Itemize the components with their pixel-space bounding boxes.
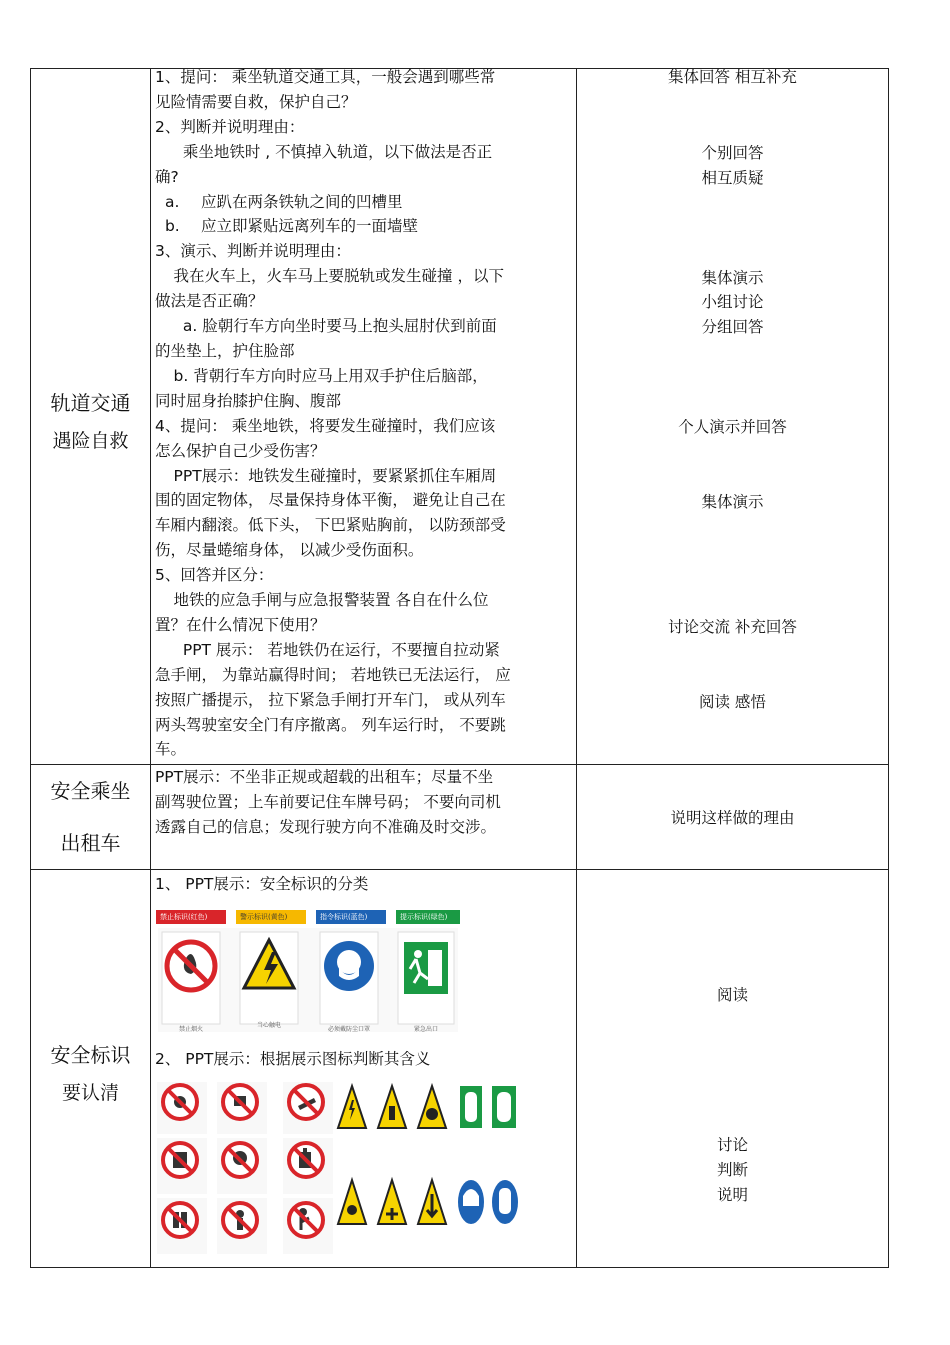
caption-electric-shock: 当心触电 xyxy=(256,1022,281,1029)
text-line: 1、 PPT展示：安全标识的分类 xyxy=(154,875,369,893)
topic-cell xyxy=(31,765,151,870)
prohibition-sign-icon xyxy=(157,1198,207,1254)
text-line: 围的固定物体， 尽量保持身体平衡， 避免让自己在 xyxy=(154,491,506,510)
content-cell xyxy=(150,765,576,870)
prohibition-signs xyxy=(157,1082,333,1254)
prohibition-sign-icon xyxy=(157,1082,207,1134)
response-text: 分组回答 xyxy=(701,318,764,336)
response-text: 判断 xyxy=(716,1161,748,1179)
response-cell xyxy=(576,69,888,765)
response-text: 个人演示并回答 xyxy=(678,418,787,436)
text-line: 地铁的应急手闸与应急报警装置 各自在什么位 xyxy=(173,591,489,610)
text-line: 1、提问： 乘坐轨道交通工具，一般会遇到哪些常 xyxy=(154,68,496,86)
list-marker: b. xyxy=(164,217,180,236)
content-text xyxy=(151,870,576,1266)
topic-line2: 遇险自救 xyxy=(52,430,129,452)
response-text: 相互质疑 xyxy=(701,169,764,187)
mandatory-sign-icon xyxy=(458,1180,484,1224)
response-text: 个别回答 xyxy=(701,144,764,162)
text-line: 车。 xyxy=(154,740,186,759)
text-line: 按照广播提示， 拉下紧急手闸打开车门， 或从列车 xyxy=(154,690,506,709)
content-text xyxy=(151,65,576,762)
topic-line1: 安全乘坐 xyxy=(50,779,131,803)
text-line: 见险情需要自救，保护自己？ xyxy=(154,92,357,111)
sign-grid-image xyxy=(153,1078,521,1258)
response-text: 集体演示 xyxy=(701,269,764,287)
response-text: 集体回答 相互补充 xyxy=(667,68,797,86)
text-line: 的坐垫上，护住脸部 xyxy=(154,341,295,360)
response-text: 说明 xyxy=(716,1186,748,1204)
caption-no-fire: 禁止烟火 xyxy=(178,1026,203,1033)
text-line: 副驾驶位置；上车前要记住车牌号码； 不要向司机 xyxy=(154,792,501,811)
list-text: 应趴在两条铁轨之间的凹槽里 xyxy=(200,192,403,211)
response-text: 阅读 感悟 xyxy=(698,693,766,711)
emergency-exit-icon xyxy=(398,932,454,1024)
text-line: 车厢内翻滚。低下头， 下巴紧贴胸前， 以防颈部受 xyxy=(154,516,506,535)
text-line: PPT展示：地铁发生碰撞时，要紧紧抓住车厢周 xyxy=(173,466,497,485)
text-line: 怎么保护自己少受伤害？ xyxy=(154,441,326,460)
text-line: 4、提问： 乘坐地铁，将要发生碰撞时，我们应该 xyxy=(154,416,496,435)
list-item-b xyxy=(155,214,568,239)
response-text: 说明这样做的理由 xyxy=(670,809,795,827)
text-line: 两头驾驶室安全门有序撤离。 列车运行时， 不要跳 xyxy=(154,715,506,734)
prohibition-sign-icon xyxy=(157,1138,207,1194)
text-line: 3、演示、判断并说明理由： xyxy=(154,242,351,261)
topic-line1: 轨道交通 xyxy=(50,391,131,415)
caption-emergency-exit: 紧急出口 xyxy=(413,1026,438,1033)
sign-category-icons xyxy=(158,928,458,1032)
list-text: 应立即紧贴远离列车的一面墙壁 xyxy=(200,217,418,236)
text-line: 伤，尽量蜷缩身体， 以减少受伤面积。 xyxy=(154,541,424,560)
text-line: 乘坐地铁时 , 不慎掉入轨道，以下做法是否正 xyxy=(182,142,493,161)
topic-cell xyxy=(31,870,151,1268)
text-line: 同时屈身抬膝护住胸、腹部 xyxy=(154,391,341,410)
text-line: 置？在什么情况下使用？ xyxy=(154,615,326,634)
content-text xyxy=(151,765,576,840)
caption-dust-mask: 必须戴防尘口罩 xyxy=(327,1026,370,1033)
sign-categories-image xyxy=(154,902,464,1032)
prohibition-sign-icon xyxy=(283,1082,333,1134)
prohibition-sign-icon xyxy=(283,1198,333,1254)
text-line: 做法是否正确？ xyxy=(154,292,264,311)
category-header-warning: 警示标识(黄色) xyxy=(236,910,306,924)
response-text: 小组讨论 xyxy=(701,293,764,311)
category-header-mandatory: 指令标识(蓝色) xyxy=(316,910,386,924)
row-rail-transit xyxy=(31,69,889,765)
dust-mask-icon xyxy=(320,932,378,1024)
response-text: 集体演示 xyxy=(701,493,764,511)
text-line: 5、回答并区分： xyxy=(154,566,274,585)
prohibition-sign-icon xyxy=(217,1082,267,1134)
green-info-icon xyxy=(492,1086,516,1128)
prohibition-sign-icon xyxy=(217,1198,267,1254)
response-cell xyxy=(576,870,888,1268)
prohibition-sign-icon xyxy=(217,1138,267,1194)
electric-shock-icon xyxy=(240,932,298,1024)
category-header-information: 提示标识(绿色) xyxy=(396,910,460,924)
topic-line2: 要认清 xyxy=(61,1082,119,1104)
text-line: b. 背朝行车方向时应马上用双手护住后脑部， xyxy=(173,366,488,385)
prohibition-sign-icon xyxy=(283,1138,333,1194)
content-cell xyxy=(150,870,576,1268)
response-list xyxy=(577,870,888,1266)
row-taxi xyxy=(31,765,889,870)
text-line: a. 脸朝行车方向坐时要马上抱头屈肘伏到前面 xyxy=(182,317,497,336)
text-line: PPT 展示： 若地铁仍在运行，不要擅自拉动紧 xyxy=(182,640,500,659)
response-text: 阅读 xyxy=(716,986,748,1004)
text-line: 我在火车上，火车马上要脱轨或发生碰撞 ，以下 xyxy=(173,267,504,286)
text-line: 2、判断并说明理由： xyxy=(154,117,305,136)
topic-line1: 安全标识 xyxy=(50,1043,131,1067)
text-line: 透露自己的信息；发现行驶方向不准确及时交涉。 xyxy=(154,817,496,836)
response-text: 讨论 xyxy=(716,1136,748,1154)
no-fire-icon xyxy=(162,932,220,1024)
mandatory-sign-icon xyxy=(492,1180,518,1224)
list-marker: a. xyxy=(164,192,180,211)
topic-cell xyxy=(31,69,151,765)
lesson-table xyxy=(30,68,889,1268)
response-text: 讨论交流 补充回答 xyxy=(667,618,797,636)
green-info-icon xyxy=(460,1086,482,1128)
content-cell xyxy=(150,69,576,765)
category-header-prohibition: 禁止标识(红色) xyxy=(156,910,226,924)
row-safety-signs xyxy=(31,870,889,1268)
text-line: 2、 PPT展示：根据展示图标判断其含义 xyxy=(154,1050,431,1068)
text-line: PPT展示：不坐非正规或超载的出租车；尽量不坐 xyxy=(154,768,494,786)
text-line: 确? xyxy=(154,167,179,186)
response-cell xyxy=(576,765,888,870)
list-item-a xyxy=(155,190,568,215)
topic-line2: 出租车 xyxy=(60,831,121,855)
text-line: 急手闸， 为靠站赢得时间； 若地铁已无法运行， 应 xyxy=(154,665,511,684)
